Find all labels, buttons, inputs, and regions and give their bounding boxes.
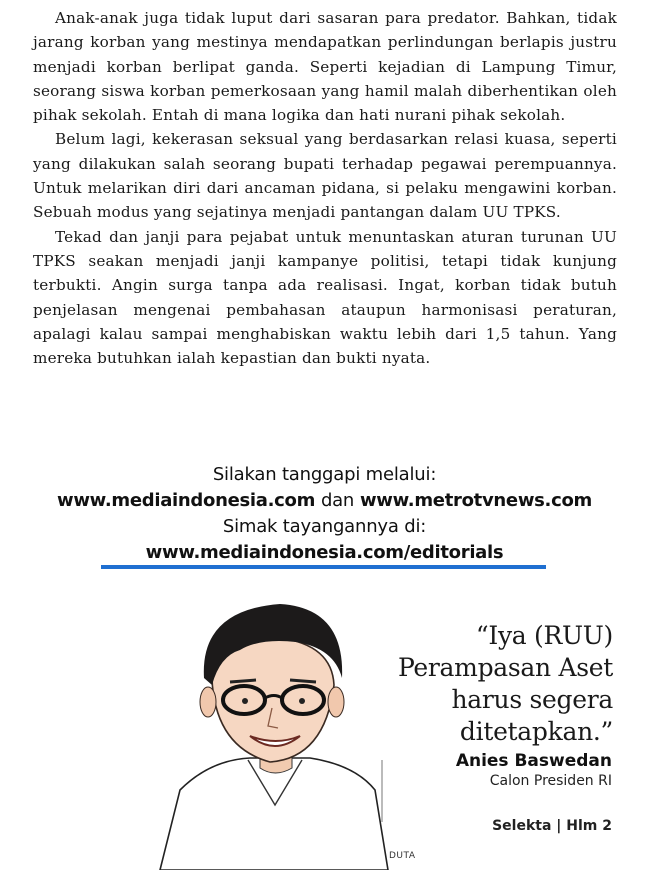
illustration-credit: DUTA <box>389 851 416 861</box>
respond-prompt: Silakan tanggapi melalui: <box>212 464 437 485</box>
speaker-role: Calon Presiden RI <box>489 773 612 789</box>
quote-line: harus segera <box>451 685 613 714</box>
article-paragraph: Tekad dan janji para pejabat untuk menuntaskan aturan turunan UU TPKS seakan menjadi janji kampanye politisi, tetapi tidak kunjung terbukti. Angin surga tanpa ada realisasi. Ingat, korban tidak butuh penjelasan mengenai pembahasan ataupun harmonisasi peraturan, apalagi kalau sampai menghabiskan waktu lebih dari 1,5 tahun. Yang mereka butuhkan ialah kepastian dan bukti nyata. <box>33 227 617 368</box>
watch-prompt: Simak tayangannya di: <box>222 516 427 537</box>
quote-line: “Iya (RUU) <box>475 621 613 650</box>
page-reference: Selekta | Hlm 2 <box>492 818 612 834</box>
link-connector: dan <box>321 490 354 511</box>
response-invitation <box>0 462 649 566</box>
quote-line: Perampasan Aset <box>398 653 613 682</box>
mediaindonesia-link[interactable]: www.mediaindonesia.com <box>57 490 316 511</box>
speaker-name: Anies Baswedan <box>455 751 612 771</box>
editorials-link[interactable]: www.mediaindonesia.com/editorials <box>145 542 504 563</box>
article-paragraph: Anak-anak juga tidak luput dari sasaran para predator. Bahkan, tidak jarang korban yang mestinya mendapatkan perlindungan berlapis justru menjadi korban berlipat ganda. Seperti kejadian di Lampung Timur, seorang siswa korban pemerkosaan yang hamil malah diberhentikan oleh pihak sekolah. Entah di mana logika dan hati nurani pihak sekolah. <box>33 9 617 125</box>
accent-rule <box>101 565 546 569</box>
editorial-article <box>33 6 617 370</box>
quote-line: ditetapkan.” <box>459 717 613 746</box>
article-paragraph: Belum lagi, kekerasan seksual yang berdasarkan relasi kuasa, seperti yang dilakukan salah seorang bupati terhadap pegawai perempuannya. Untuk melarikan diri dari ancaman pidana, si pelaku mengawini korban. Sebuah modus yang sejatinya menjadi pantangan dalam UU TPKS. <box>33 130 617 222</box>
metrotvnews-link[interactable]: www.metrotvnews.com <box>359 490 592 511</box>
pull-quote <box>313 620 613 748</box>
